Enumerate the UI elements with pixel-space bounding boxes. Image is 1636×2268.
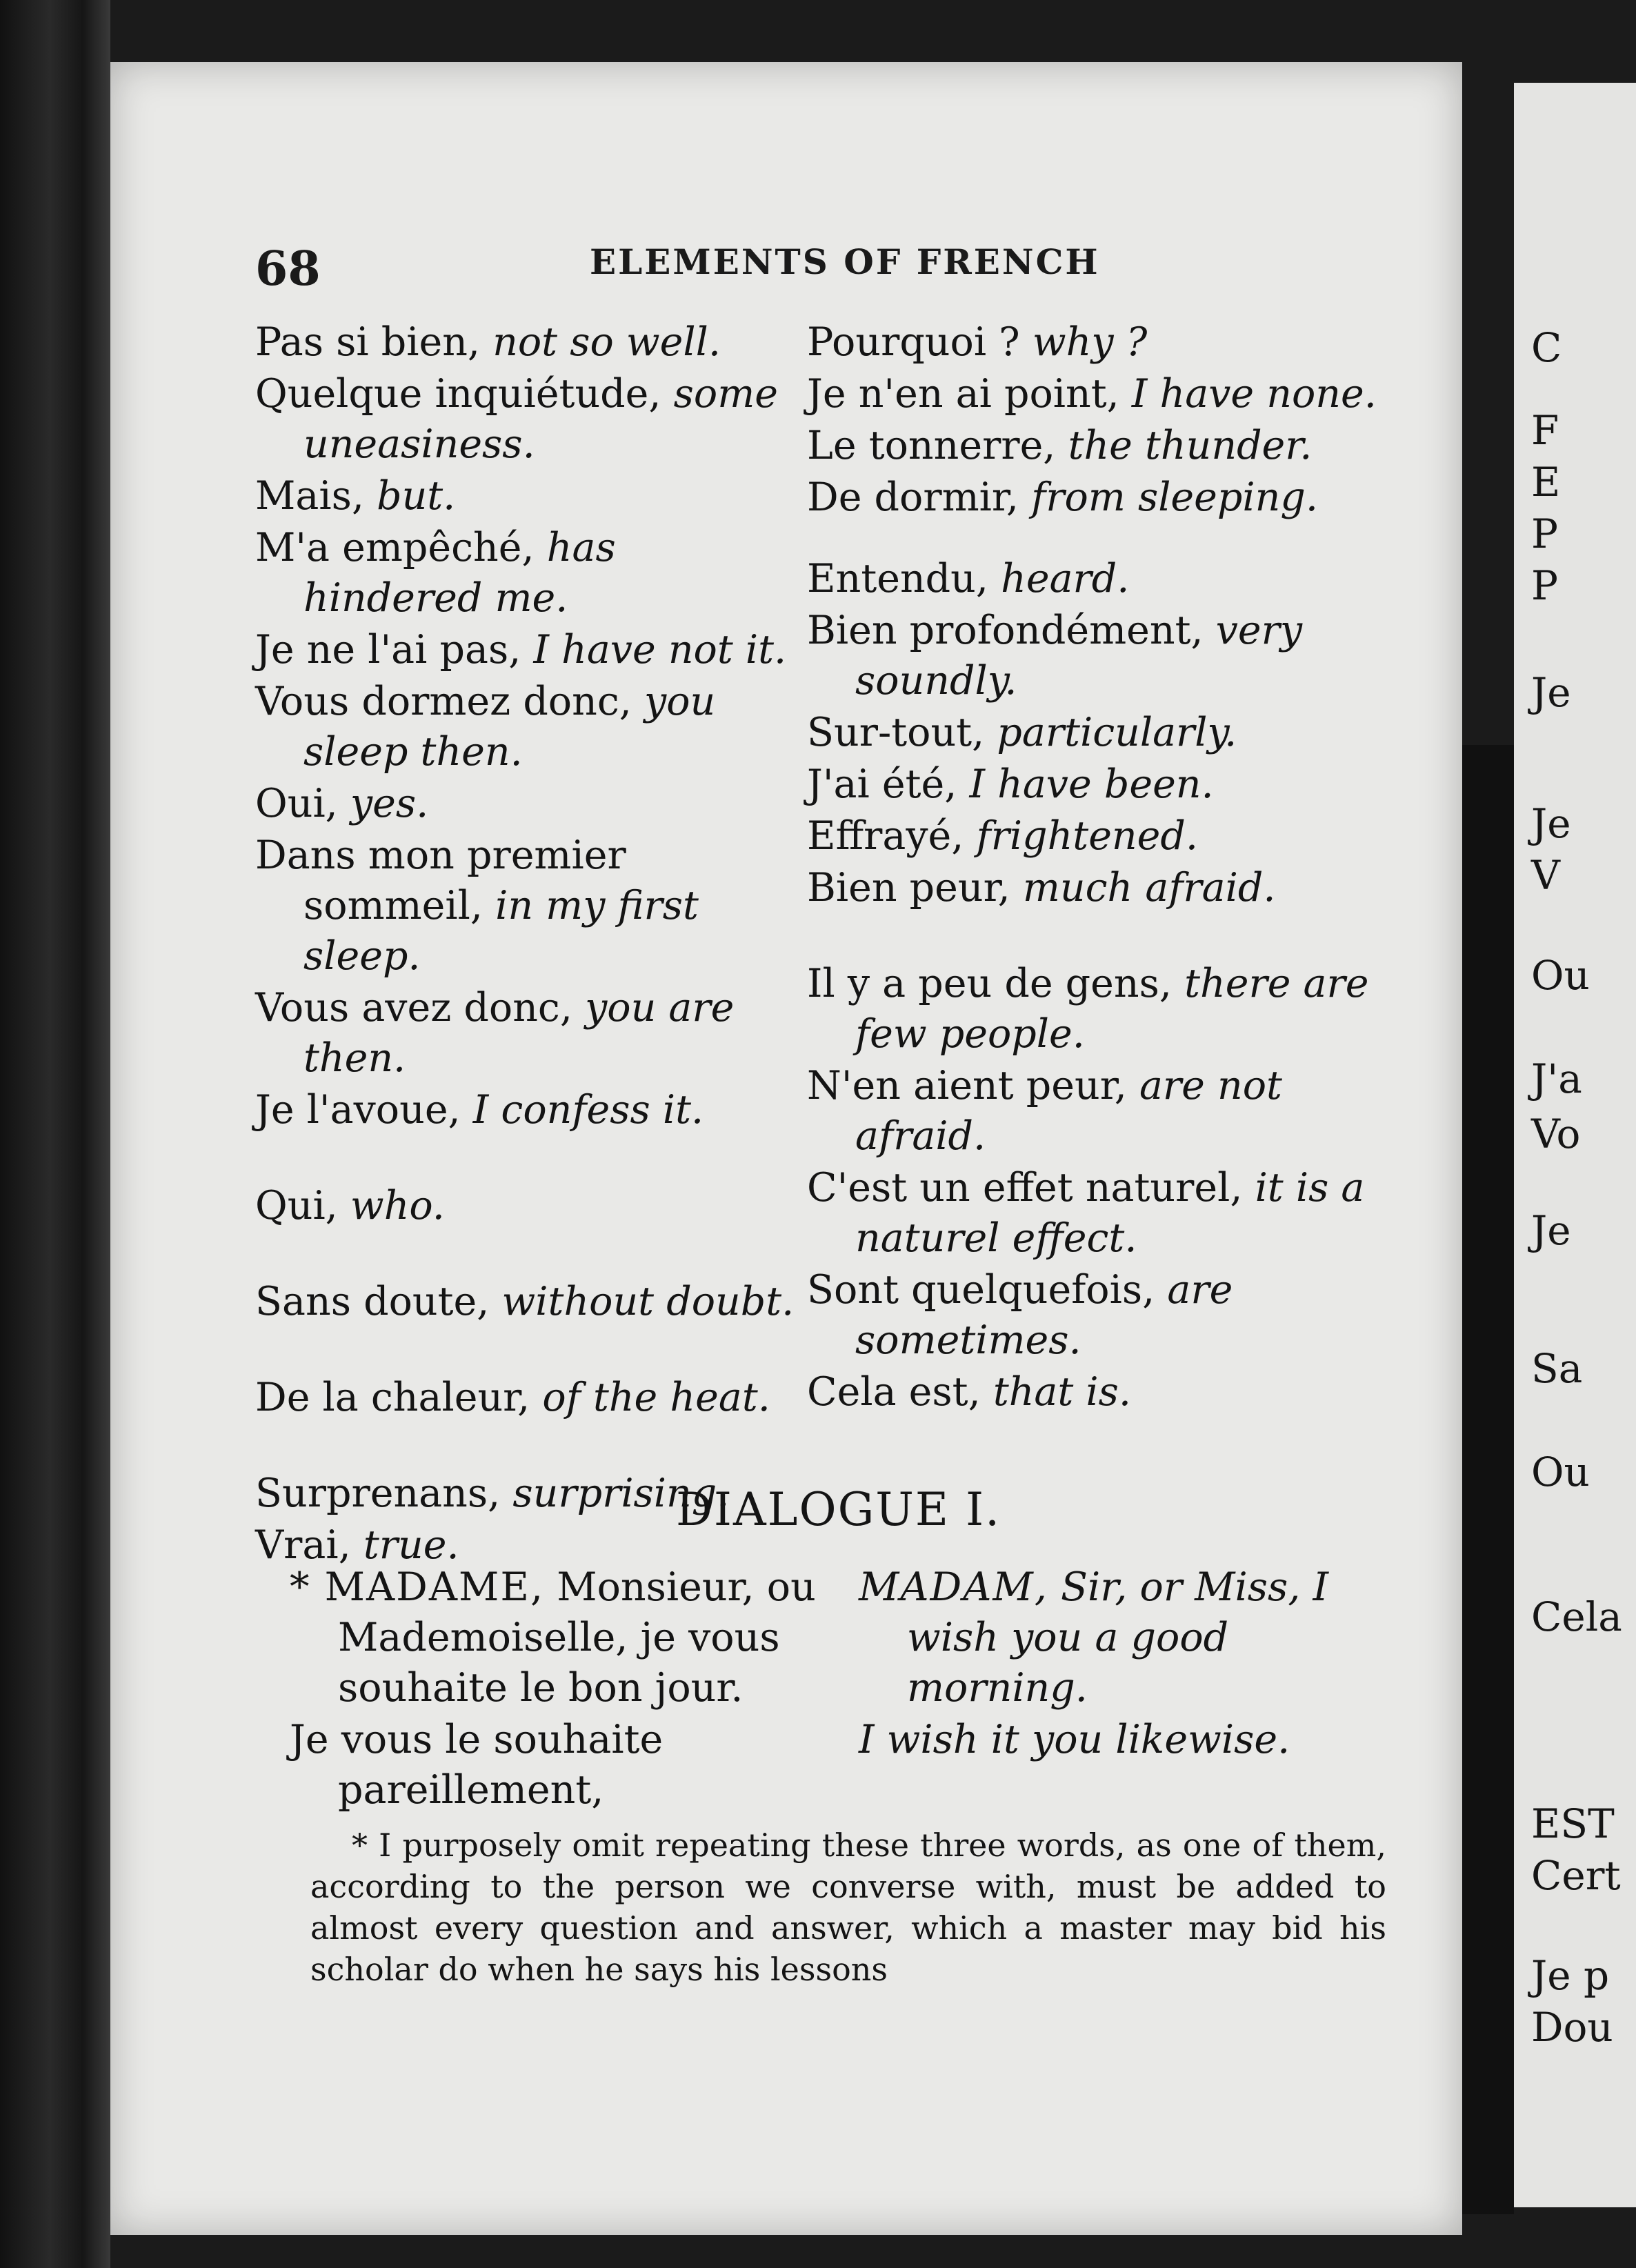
vocab-entry bbox=[255, 471, 807, 521]
french-term: M'a empêché, bbox=[255, 525, 535, 570]
dialogue-text-english: I wish it you likewise. bbox=[859, 1717, 1290, 1762]
french-term: De dormir, bbox=[807, 475, 1019, 520]
english-gloss: in my first sleep. bbox=[303, 883, 699, 979]
vocab-column-left bbox=[255, 317, 807, 1572]
english-gloss: there are few people. bbox=[855, 961, 1369, 1057]
facing-page-text: E bbox=[1531, 459, 1561, 506]
french-term: De la chaleur, bbox=[255, 1375, 530, 1420]
facing-page-text: P bbox=[1531, 510, 1559, 557]
page-gutter bbox=[1462, 745, 1514, 2214]
dialogue-line-french bbox=[290, 1715, 835, 1816]
vocab-entry bbox=[807, 421, 1379, 471]
facing-page-text: J'a bbox=[1531, 1055, 1582, 1102]
french-term: Vous dormez donc, bbox=[255, 679, 632, 724]
dialogue-french bbox=[290, 1562, 835, 1817]
facing-page-text: Je p bbox=[1531, 1952, 1610, 1999]
french-term: Cela est, bbox=[807, 1369, 981, 1415]
english-gloss: without doubt. bbox=[501, 1279, 795, 1324]
facing-page-text: Dou bbox=[1531, 2004, 1613, 2051]
french-term: Effrayé, bbox=[807, 813, 964, 859]
vocab-entry bbox=[255, 779, 807, 829]
running-title: ELEMENTS OF FRENCH bbox=[590, 241, 1100, 282]
english-gloss: yes. bbox=[350, 781, 429, 826]
french-term: Il y a peu de gens, bbox=[807, 961, 1172, 1006]
english-gloss: particularly. bbox=[997, 710, 1237, 755]
english-gloss: why ? bbox=[1032, 319, 1148, 365]
vocab-entry bbox=[255, 1085, 807, 1135]
vocab-entry bbox=[255, 677, 807, 777]
english-gloss: very soundly. bbox=[855, 608, 1303, 704]
english-gloss: heard. bbox=[1001, 556, 1130, 601]
facing-page-text: Cert bbox=[1531, 1852, 1621, 1899]
english-gloss: who. bbox=[350, 1183, 445, 1228]
vocab-entry bbox=[255, 983, 807, 1084]
vocab-column-right bbox=[807, 317, 1379, 1419]
vocab-entry bbox=[807, 708, 1379, 758]
vocab-entry bbox=[807, 759, 1379, 810]
vocab-entry bbox=[807, 811, 1379, 862]
french-term: Pas si bien, bbox=[255, 319, 481, 365]
vocab-entry bbox=[807, 863, 1379, 913]
french-term: Mais, bbox=[255, 473, 364, 519]
french-term: Sont quelquefois, bbox=[807, 1267, 1155, 1313]
french-term: Entendu, bbox=[807, 556, 988, 601]
facing-page-text: Sa bbox=[1531, 1345, 1583, 1392]
page-number: 68 bbox=[255, 241, 321, 297]
vocab-entry bbox=[255, 369, 807, 470]
facing-page-text: F bbox=[1531, 407, 1559, 454]
facing-page-text: EST bbox=[1531, 1800, 1615, 1847]
french-term: Je l'avoue, bbox=[255, 1087, 461, 1133]
french-term: Sans doute, bbox=[255, 1279, 490, 1324]
english-gloss: has hindered me. bbox=[303, 525, 616, 621]
english-gloss: I confess it. bbox=[472, 1087, 704, 1133]
vocab-entry bbox=[807, 317, 1379, 368]
english-gloss: I have been. bbox=[969, 762, 1214, 807]
english-gloss: that is. bbox=[992, 1369, 1132, 1415]
facing-page-text: Je bbox=[1531, 1207, 1571, 1254]
dialogue-text-french: Je vous le souhaite pareillement, bbox=[290, 1717, 664, 1813]
facing-page-fragment bbox=[1514, 83, 1636, 2207]
french-term: Bien profondément, bbox=[807, 608, 1204, 653]
dialogue-english bbox=[859, 1562, 1383, 1767]
footnote bbox=[310, 1824, 1386, 1990]
dialogue-text-french: Monsieur, ou Mademoiselle, je vous souhaite le bon jour. bbox=[338, 1564, 816, 1711]
facing-page-text: Je bbox=[1531, 800, 1571, 847]
vocab-entry bbox=[807, 554, 1379, 604]
page-header bbox=[141, 176, 1595, 297]
french-term: Bien peur, bbox=[807, 865, 1010, 911]
facing-page-text: C bbox=[1531, 324, 1562, 371]
english-gloss: you are then. bbox=[303, 985, 735, 1081]
english-gloss: I have none. bbox=[1131, 371, 1377, 417]
french-term: Quelque inquiétude, bbox=[255, 371, 661, 417]
english-gloss: you sleep then. bbox=[303, 679, 716, 775]
english-gloss: true. bbox=[363, 1522, 459, 1568]
book-spine bbox=[0, 0, 110, 2268]
vocab-entry bbox=[807, 369, 1379, 419]
english-gloss: are not afraid. bbox=[855, 1063, 1282, 1159]
dialogue-line-english bbox=[859, 1715, 1383, 1765]
english-gloss: it is a naturel effect. bbox=[855, 1165, 1365, 1261]
vocab-entry bbox=[255, 1181, 807, 1231]
french-term: Je n'en ai point, bbox=[807, 371, 1119, 417]
french-term: Sur-tout, bbox=[807, 710, 985, 755]
french-term: Vrai, bbox=[255, 1522, 351, 1568]
vocab-entry bbox=[807, 1163, 1379, 1264]
vocab-entry bbox=[255, 830, 807, 982]
vocab-entry bbox=[807, 606, 1379, 706]
english-gloss: some uneasiness. bbox=[303, 371, 778, 467]
dialogue-line-english bbox=[859, 1562, 1383, 1713]
french-term: N'en aient peur, bbox=[807, 1063, 1127, 1108]
dialogue-line-french bbox=[290, 1562, 835, 1713]
vocab-entry bbox=[255, 625, 807, 675]
french-term: Vous avez donc, bbox=[255, 985, 572, 1031]
french-term: J'ai été, bbox=[807, 762, 957, 807]
vocab-entry bbox=[255, 523, 807, 624]
english-gloss: not so well. bbox=[492, 319, 721, 365]
facing-page-text: Ou bbox=[1531, 952, 1590, 999]
vocab-entry bbox=[255, 1277, 807, 1327]
dialogue-lead-english: MADAM, bbox=[859, 1564, 1048, 1610]
english-gloss: the thunder. bbox=[1068, 423, 1313, 468]
facing-page-text: V bbox=[1531, 852, 1560, 899]
vocab-entry bbox=[807, 1061, 1379, 1162]
dialogue-title: DIALOGUE I. bbox=[676, 1483, 1001, 1536]
french-term: Le tonnerre, bbox=[807, 423, 1056, 468]
english-gloss: are sometimes. bbox=[855, 1267, 1233, 1363]
english-gloss: from sleeping. bbox=[1031, 475, 1318, 520]
french-term: C'est un effet naturel, bbox=[807, 1165, 1243, 1211]
vocab-entry bbox=[807, 472, 1379, 523]
facing-page-text: Vo bbox=[1531, 1111, 1581, 1157]
french-term: Qui, bbox=[255, 1183, 338, 1228]
english-gloss: frightened. bbox=[976, 813, 1198, 859]
facing-page-text: P bbox=[1531, 562, 1559, 609]
footnote-text: * I purposely omit repeating these three words, as one of them, according to the person we converse with, must be added to almost every question and answer, which a master may bid his scholar do when he says his lessons bbox=[310, 1827, 1386, 1988]
english-gloss: much afraid. bbox=[1022, 865, 1276, 911]
facing-page-text: Cela bbox=[1531, 1593, 1622, 1640]
dialogue-text-english: Sir, or Miss, I wish you a good morning. bbox=[907, 1564, 1329, 1711]
english-gloss: surprising. bbox=[512, 1471, 730, 1516]
vocab-entry bbox=[255, 317, 807, 368]
english-gloss: I have not it. bbox=[533, 627, 787, 673]
french-term: Surprenans, bbox=[255, 1471, 501, 1516]
vocab-entry bbox=[807, 959, 1379, 1060]
english-gloss: of the heat. bbox=[542, 1375, 770, 1420]
vocab-entry bbox=[807, 1265, 1379, 1366]
vocab-entry bbox=[255, 1373, 807, 1423]
french-term: Oui, bbox=[255, 781, 338, 826]
facing-page-text: Je bbox=[1531, 669, 1571, 716]
vocab-entry bbox=[807, 1367, 1379, 1418]
french-term: Dans mon premier sommeil, bbox=[255, 833, 626, 928]
french-term: Je ne l'ai pas, bbox=[255, 627, 521, 673]
english-gloss: but. bbox=[377, 473, 456, 519]
facing-page-text: Ou bbox=[1531, 1449, 1590, 1495]
french-term: Pourquoi ? bbox=[807, 319, 1020, 365]
dialogue-lead-french: * MADAME, bbox=[290, 1564, 545, 1610]
